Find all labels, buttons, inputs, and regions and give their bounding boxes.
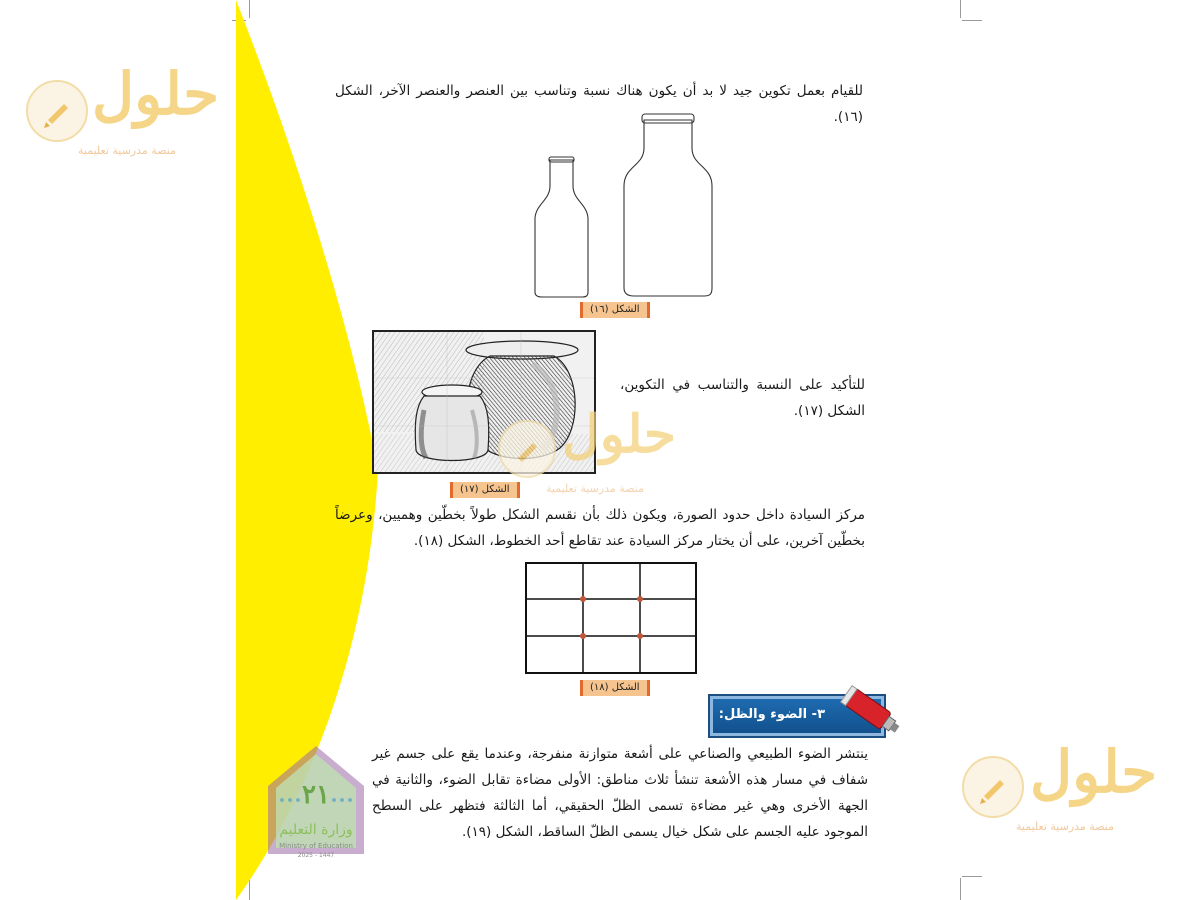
page-number: ٢١: [302, 780, 330, 810]
crop-mark: [962, 876, 982, 877]
figure-17-caption: الشكل (١٧): [450, 482, 520, 498]
paint-tube-icon: [836, 682, 908, 744]
watermark-logo-icon: [26, 80, 88, 142]
ministry-year: 2025 - 1447: [297, 852, 335, 859]
watermark-tagline: منصة مدرسية تعليمية: [546, 482, 644, 495]
ministry-name-en: Ministry of Education: [279, 842, 353, 850]
watermark-brand: حلول: [562, 404, 677, 465]
figure-18-thirds-grid: [525, 562, 699, 676]
figure-18-caption: الشكل (١٨): [580, 680, 650, 696]
paragraph-light-shadow: ينتشر الضوء الطبيعي والصناعي على أشعة متوازنة منفرجة، وعندما يقع على جسم غير شفاف في مسار هذه الأشعة تنشأ ثلاث مناطق: الأولى مضاءة تقابل الضوء، والثانية في الجهة الأخرى وهي غير مضاءة تسمى الظلّ الحقيقي، أما الثالثة فتظهر على السطح الموجود عليه الجسم على شكل خيال يسمى الظلّ الساقط، الشكل (١٩).: [372, 746, 868, 840]
watermark-logo-icon: [498, 420, 556, 478]
watermark-tagline: منصة مدرسية تعليمية: [1016, 820, 1114, 833]
watermark-tagline: منصة مدرسية تعليمية: [78, 144, 176, 157]
crop-mark: [960, 878, 961, 900]
section-heading-text: ٣- الضوء والظل:: [718, 707, 825, 722]
figure-16-caption: الشكل (١٦): [580, 302, 650, 318]
watermark-brand: حلول: [92, 60, 220, 128]
figure-16-bottles-image: [520, 108, 720, 300]
paragraph-focal-point: مركز السيادة داخل حدود الصورة، ويكون ذلك بأن نقسم الشكل طولاً بخطّين وهميين، وعرضاً بخطّين آخرين، على أن يختار مركز السيادة عند تقاطع أحد الخطوط، الشكل (١٨).: [335, 507, 865, 549]
watermark-logo-icon: [962, 756, 1024, 818]
paragraph-emphasis: للتأكيد على النسبة والتناسب في التكوين، الشكل (١٧).: [620, 377, 865, 419]
ministry-name-ar: وزارة التعليم: [279, 822, 353, 838]
watermark-brand: حلول: [1030, 738, 1158, 806]
crop-mark: [960, 0, 961, 18]
paragraph-proportion: للقيام بعمل تكوين جيد لا بد أن يكون هناك نسبة وتناسب بين العنصر والعنصر الآخر، الشكل (١٦).: [335, 83, 863, 125]
crop-mark: [962, 20, 982, 21]
